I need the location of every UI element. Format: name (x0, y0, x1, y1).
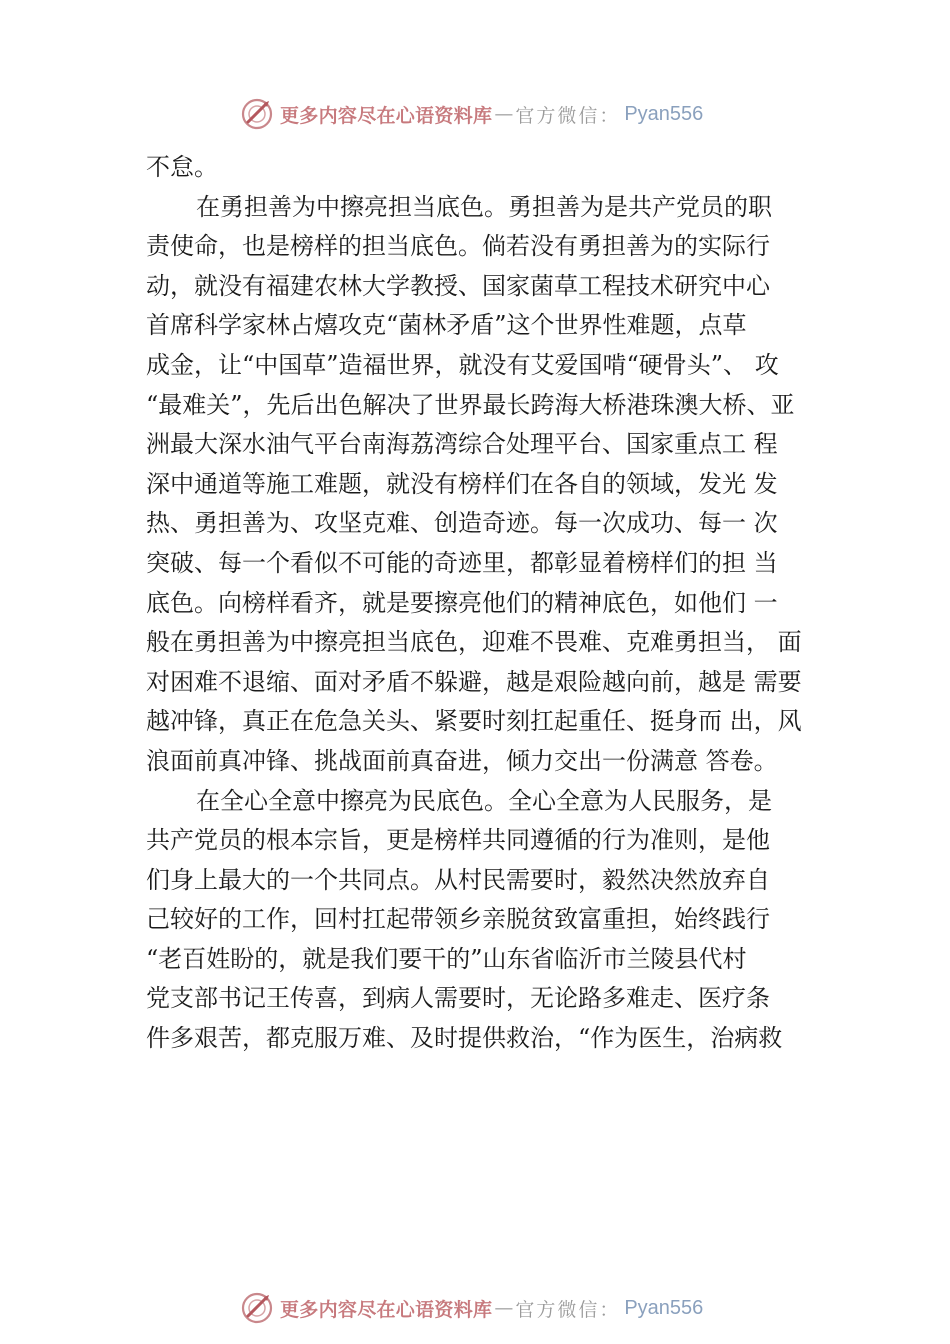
paragraph-start-line: 在全心全意中擦亮为民底色。全心全意为人民服务，是 (196, 786, 772, 815)
banner-dash: — (494, 1297, 514, 1319)
paragraph-start-line: 在勇担善为中擦亮担当底色。勇担善为是共产党员的职 (196, 192, 772, 221)
body-line: 责使命，也是榜样的担当底色。倘若没有勇担善为的实际行 (146, 232, 770, 261)
body-line: 成金，让“中国草”造福世界，就没有艾爱国啃“硬骨头”、 攻 (146, 350, 779, 379)
body-line: 洲最大深水油气平台南海荔湾综合处理平台、国家重点工 程 (146, 430, 778, 459)
footer-banner (0, 1286, 950, 1330)
banner-colon: ： (599, 104, 619, 127)
body-line: 浪面前真冲锋、挑战面前真奋进，倾力交出一份满意 答卷。 (146, 746, 778, 775)
wechat-account: Pyan556 (624, 102, 704, 125)
body-line: 己较好的工作，回村扛起带领乡亲脱贫致富重担，始终践行 (146, 905, 770, 934)
wechat-label: 官方微信 (515, 1298, 600, 1321)
brand-logo-icon (240, 97, 274, 131)
body-line: 底色。向榜样看齐，就是要擦亮他们的精神底色，如他们 一 (146, 588, 778, 617)
body-line: 动，就没有福建农林大学教授、国家菌草工程技术研究中心 (146, 271, 770, 300)
wechat-account: Pyan556 (624, 1296, 704, 1319)
brand-text: 更多内容尽在心语资料库 (280, 1298, 493, 1321)
body-line: 党支部书记王传喜，到病人需要时，无论路多难走、医疗条 (146, 984, 770, 1013)
brand-logo-icon (240, 1291, 274, 1325)
body-line: 般在勇担善为中擦亮担当底色，迎难不畏难、克难勇担当， 面 (146, 628, 802, 657)
body-line: 共产党员的根本宗旨，更是榜样共同遵循的行为准则，是他 (146, 826, 770, 855)
brand-text: 更多内容尽在心语资料库 (280, 104, 493, 127)
wechat-label: 官方微信 (515, 104, 600, 127)
banner-dash: — (494, 103, 514, 125)
body-line: 件多艰苦，都克服万难、及时提供救治，“作为医生，治病救 (146, 1024, 783, 1053)
body-line: 突破、每一个看似不可能的奇迹里，都彰显着榜样们的担 当 (146, 548, 778, 577)
body-line: 不怠。 (146, 153, 218, 181)
body-line: 越冲锋，真正在危急关头、紧要时刻扛起重任、挺身而 出，风 (146, 707, 802, 736)
banner-colon: ： (599, 1298, 619, 1321)
body-line: 对困难不退缩、面对矛盾不躲避，越是艰险越向前，越是 需要 (146, 667, 802, 696)
body-line: “老百姓盼的，就是我们要干的”山东省临沂市兰陵县代村 (146, 944, 747, 973)
body-line: 们身上最大的一个共同点。从村民需要时，毅然决然放弃自 (146, 865, 770, 894)
header-banner (0, 92, 950, 136)
body-line: 深中通道等施工难题，就没有榜样们在各自的领域，发光 发 (146, 469, 778, 498)
body-line: 首席科学家林占熺攻克“菌林矛盾”这个世界性难题，点草 (146, 311, 747, 340)
body-line: “最难关”，先后出色解决了世界最长跨海大桥港珠澳大桥、亚 (146, 390, 795, 419)
body-line: 热、勇担善为、攻坚克难、创造奇迹。每一次成功、每一 次 (146, 509, 778, 538)
document-body (146, 148, 836, 1059)
